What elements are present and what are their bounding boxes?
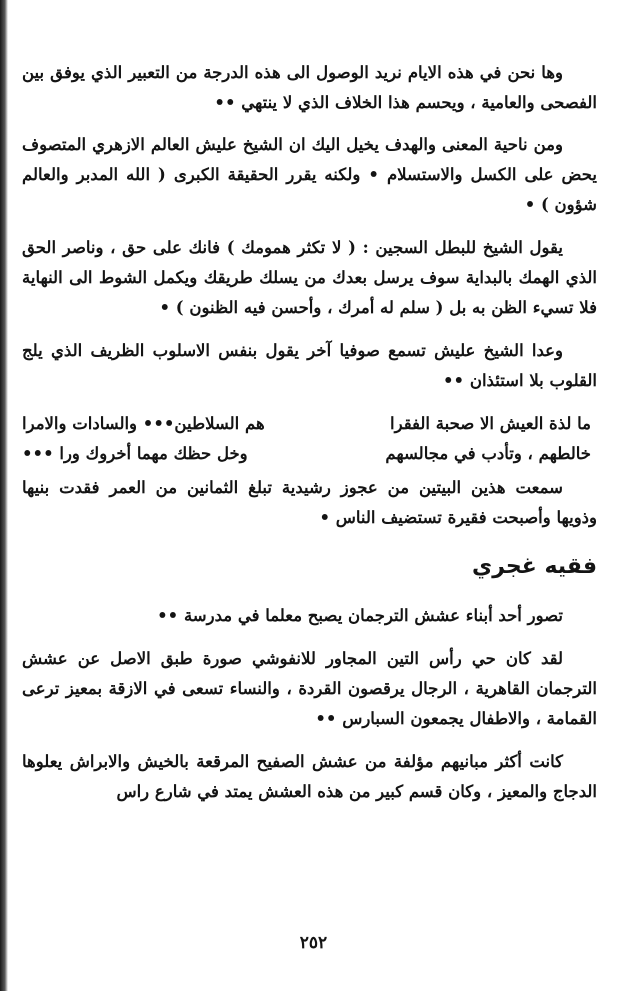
paragraph-4: وعدا الشيخ عليش تسمع صوفيا آخر يقول بنفس الاسلوب الظريف الذي يلج القلوب بلا استئذان •• (22, 341, 597, 390)
paragraph-1: وها نحن في هذه الايام نريد الوصول الى هذه الدرجة من التعبير الذي يوفق بين الفصحى والعامية ، ويحسم هذا الخلاف الذي لا ينتهي •• (22, 63, 597, 112)
page-content (22, 58, 597, 820)
poem-verse-2 (22, 439, 597, 469)
verse-1-right-hemistich: ما لذة العيش الا صحبة الفقرا (390, 414, 591, 433)
scan-edge (0, 0, 8, 991)
paragraph-3: يقول الشيخ للبطل السجين : ( لا تكثر همومك ) فانك على حق ، وناصر الحق الذي الهمك بالبداية سوف يرسل بعدك من يسلك طريقك ويكمل الشوط الى النهاية فلا تسيء الظن به بل ( سلم له أمرك ، وأحسن فيه الظنون ) • (22, 238, 597, 317)
page-number: ٢٥٢ (299, 933, 328, 953)
verse-1-left-hemistich: هم السلاطين••• والسادات والامرا (22, 414, 265, 433)
paragraph-5: تصور أحد أبناء عشش الترجمان يصبح معلما في مدرسة •• (157, 606, 563, 625)
paragraph-2: ومن ناحية المعنى والهدف يخيل اليك ان الشيخ عليش العالم الازهري المتصوف يحض على الكسل والاستسلام • ولكنه يقرر الحقيقة الكبرى ( الله المدبر والعالم شؤون ) • (22, 135, 597, 214)
section-heading: فقيه غجري (472, 554, 597, 579)
verse-2-right-hemistich: خالطهم ، وتأدب في مجالسهم (385, 444, 591, 463)
paragraph-6: لقد كان حي رأس التين المجاور للانفوشي صورة طبق الاصل عن عشش الترجمان القاهرية ، الرجال يرقصون القردة ، والنساء تسعى في الازقة بمعيز ترعى القمامة ، والاطفال يجمعون السبارس •• (22, 649, 597, 728)
poem (22, 409, 597, 469)
poem-verse-1 (22, 409, 597, 439)
verse-2-left-hemistich: وخل حظك مهما أخروك ورا ••• (22, 444, 248, 463)
paragraph-after-poem: سمعت هذين البيتين من عجوز رشيدية تبلغ الثمانين من العمر فقدت بنيها وذويها وأصبحت فقيرة تستضيف الناس • (22, 478, 597, 527)
paragraph-7: كانت أكثر مبانيهم مؤلفة من عشش الصفيح المرقعة بالخيش والابراش يعلوها الدجاج والمعيز ، وكان قسم كبير من هذه العشش يمتد في شارع راس (22, 752, 597, 801)
